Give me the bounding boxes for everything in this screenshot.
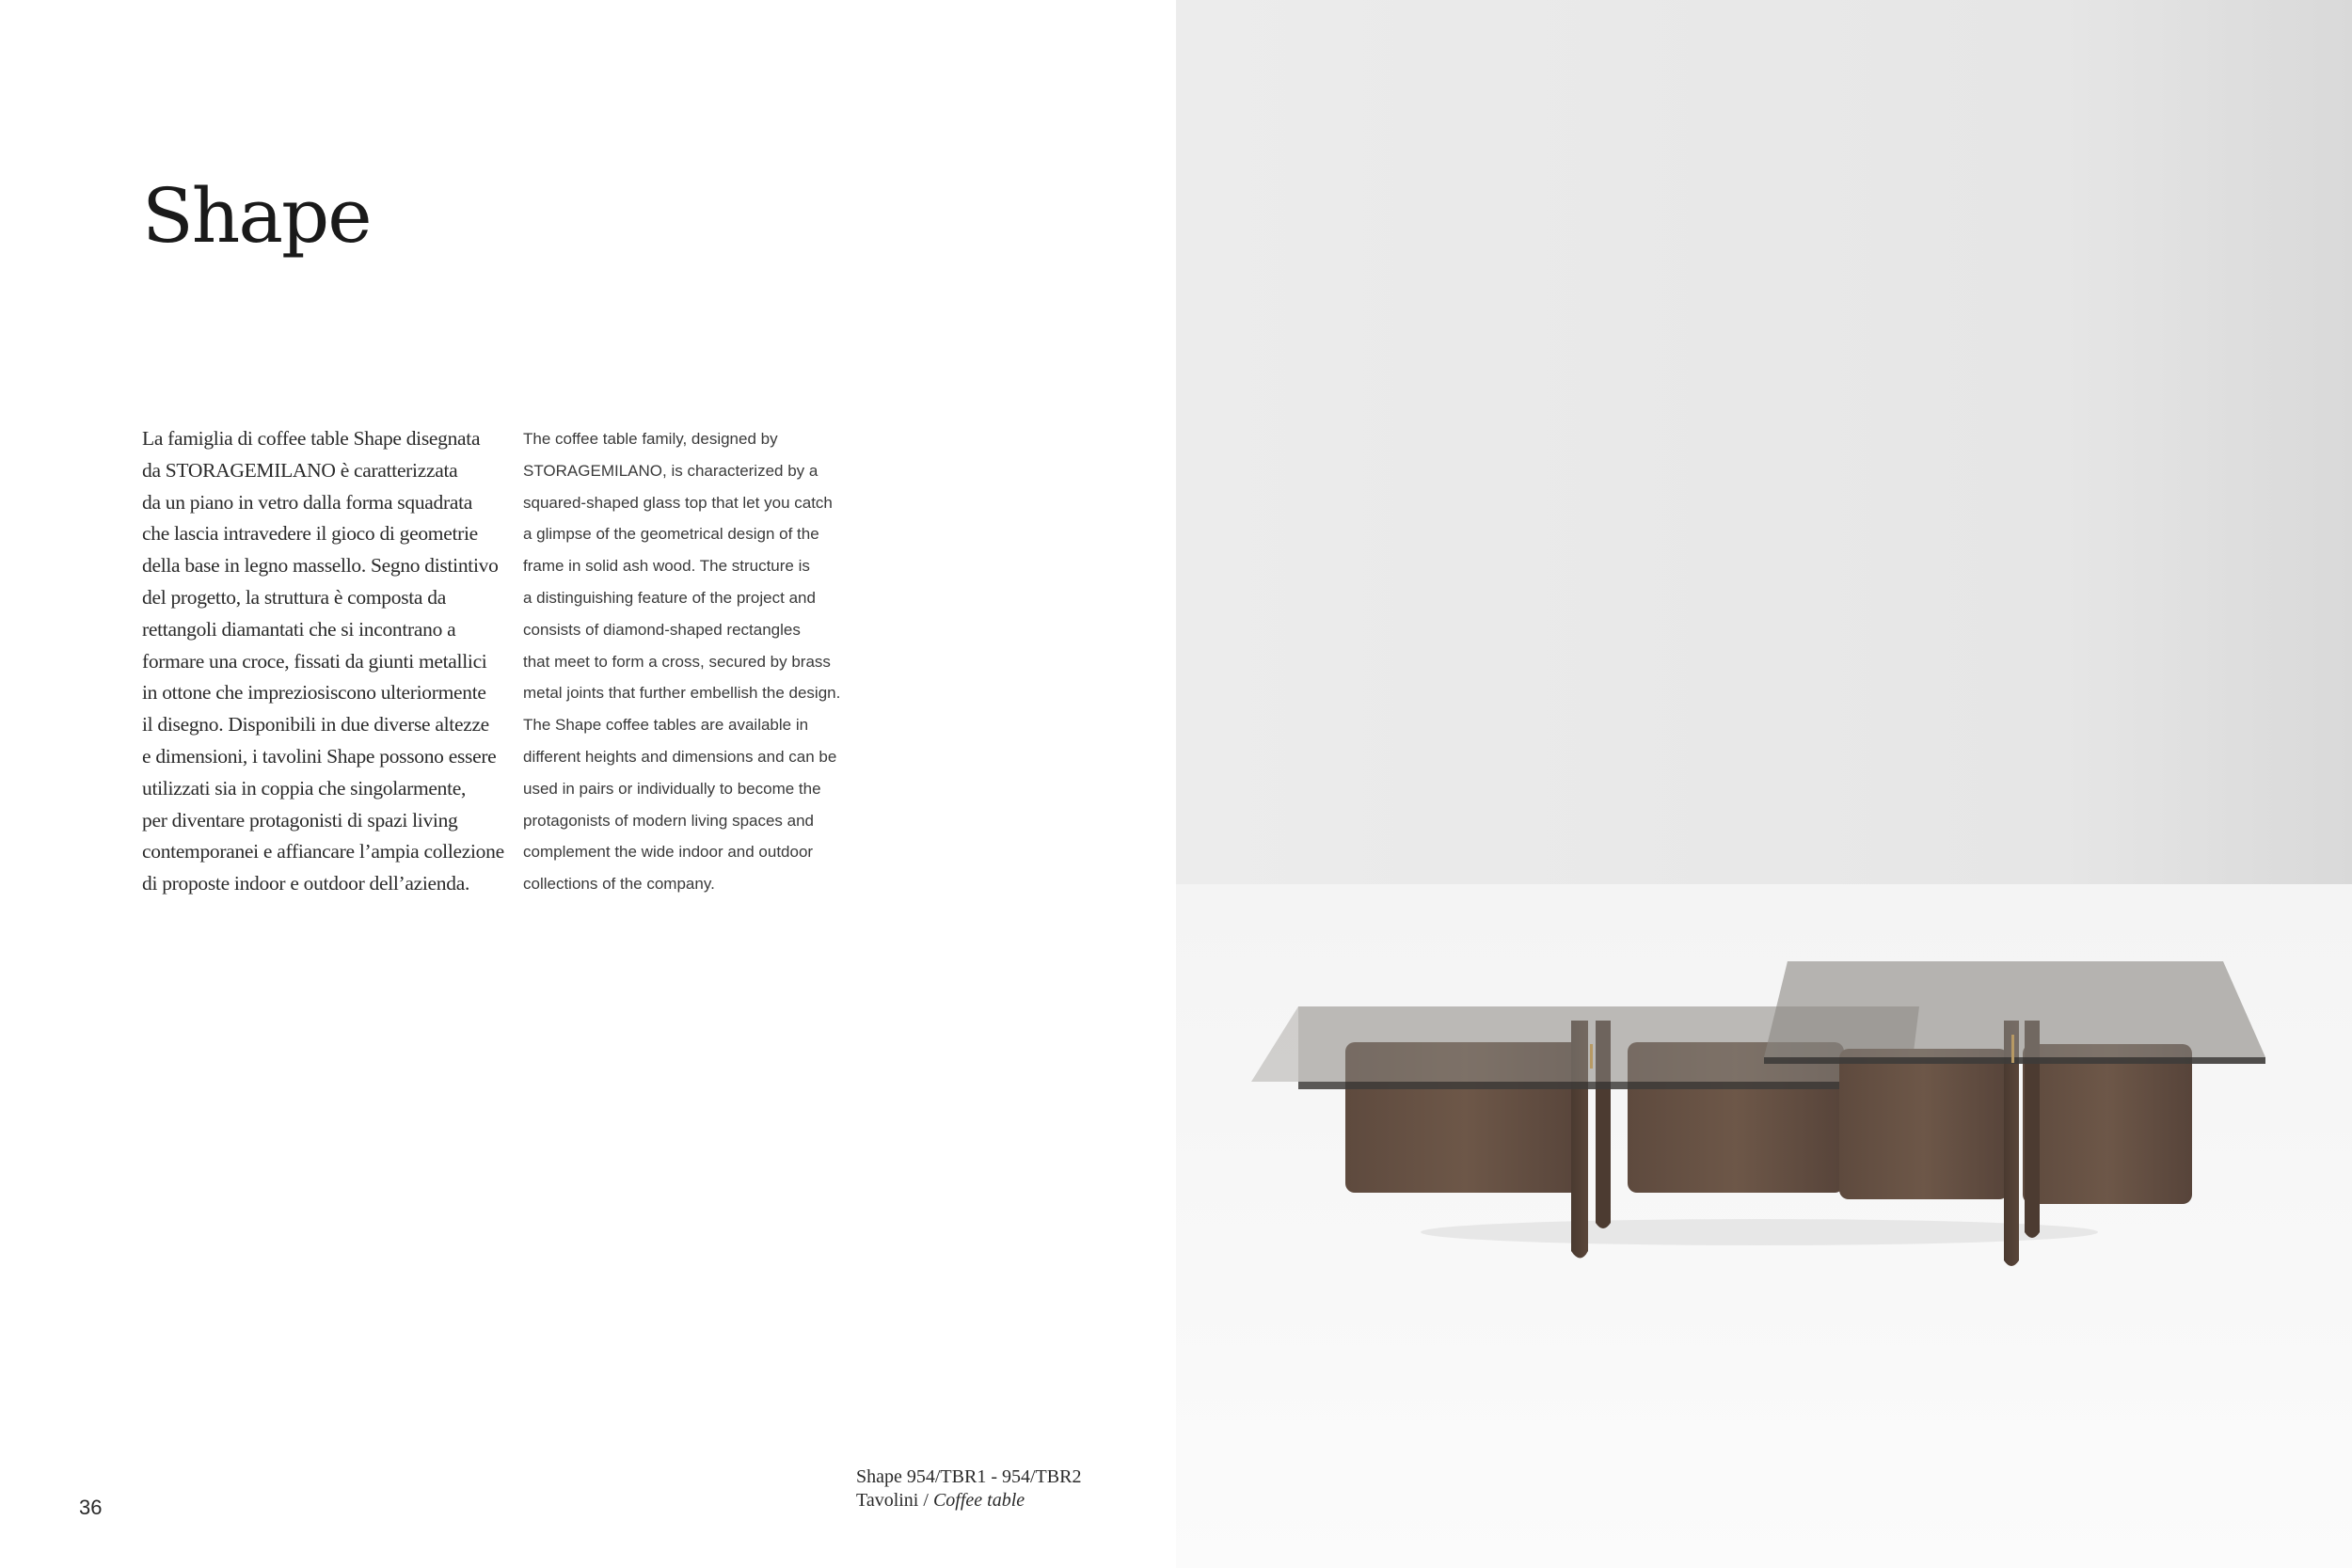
italian-line: formare una croce, fissati da giunti metallici (142, 649, 487, 673)
wall-background (1176, 0, 2352, 889)
italian-line: La famiglia di coffee table Shape disegnata (142, 427, 481, 450)
caption-type-label: Tavolini / (856, 1490, 933, 1511)
italian-line: da un piano in vetro dalla forma squadrata (142, 490, 472, 514)
english-line: The coffee table family, designed by (523, 430, 778, 448)
italian-line: che lascia intravedere il gioco di geometrie (142, 522, 478, 546)
italian-line: della base in legno massello. Segno distintivo (142, 554, 499, 578)
english-line: complement the wide indoor and outdoor (523, 843, 814, 862)
caption-type (856, 1489, 1081, 1513)
english-line: STORAGEMILANO, is characterized by a (523, 461, 818, 480)
italian-line: e dimensioni, i tavolini Shape possono essere (142, 744, 497, 768)
page-title: Shape (142, 172, 371, 260)
product-photo (1176, 0, 2352, 1568)
product-caption (856, 1465, 1081, 1513)
english-line: a glimpse of the geometrical design of the (523, 525, 819, 544)
italian-line: contemporanei e affiancare l’ampia collezione (142, 840, 504, 863)
english-line: consists of diamond-shaped rectangles (523, 620, 801, 639)
caption-model: Shape 954/TBR1 - 954/TBR2 (856, 1466, 1082, 1487)
english-line: The Shape coffee tables are available in (523, 716, 809, 735)
italian-line: per diventare protagonisti di spazi living (142, 808, 458, 832)
english-line: protagonists of modern living spaces and (523, 811, 815, 830)
english-line: metal joints that further embellish the design. (523, 684, 841, 703)
caption-type-italic: Coffee table (932, 1490, 1025, 1511)
english-line: collections of the company. (523, 875, 715, 894)
italian-line: di proposte indoor e outdoor dell’azienda. (142, 872, 470, 895)
english-line: used in pairs or individually to become the (523, 779, 821, 798)
english-line: a distinguishing feature of the project and (523, 588, 816, 607)
italian-line: il disegno. Disponibili in due diverse altezze (142, 713, 489, 736)
italian-line: del progetto, la struttura è composta da (142, 585, 446, 609)
english-line: that meet to form a cross, secured by brass (523, 652, 831, 671)
english-description (523, 423, 890, 900)
page-number: 36 (79, 1496, 103, 1519)
italian-line: in ottone che impreziosiscono ulteriormente (142, 681, 486, 705)
english-line: frame in solid ash wood. The structure is (523, 557, 810, 576)
english-line: different heights and dimensions and can be (523, 747, 837, 766)
english-line: squared-shaped glass top that let you catch (523, 493, 833, 512)
italian-line: da STORAGEMILANO è caratterizzata (142, 458, 458, 482)
italian-line: rettangoli diamantati che si incontrano a (142, 617, 456, 641)
italian-description (142, 423, 504, 900)
italian-line: utilizzati sia in coppia che singolarmente, (142, 776, 467, 800)
